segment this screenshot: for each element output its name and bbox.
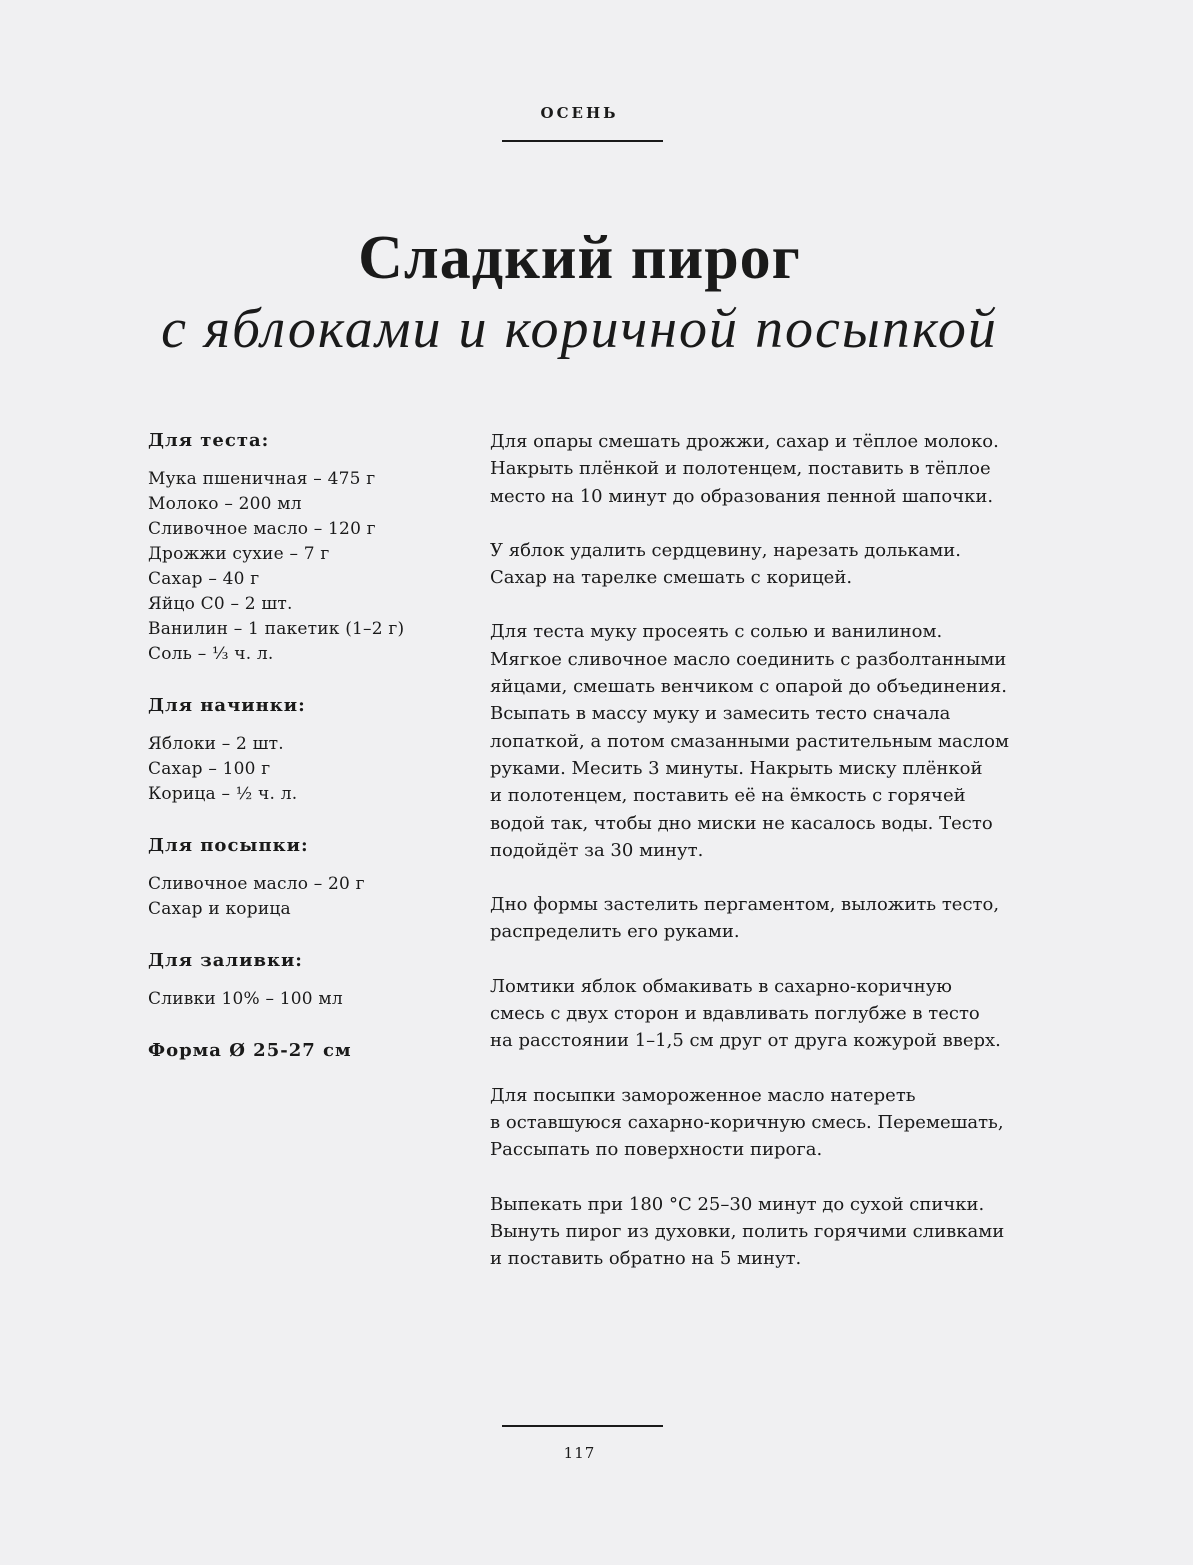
instruction-paragraph xyxy=(490,973,1050,1055)
instruction-line: Для теста муку просеять с солью и ванилином. xyxy=(490,621,943,643)
ingredient-list xyxy=(148,732,468,807)
instruction-line: Для посыпки замороженное масло натереть xyxy=(490,1084,916,1106)
bottom-divider xyxy=(502,1425,663,1427)
instruction-line: в оставшуюся сахарно-коричную смесь. Перемешать, xyxy=(490,1111,1004,1133)
ingredient-item: Ванилин – 1 пакетик (1–2 г) xyxy=(148,619,405,639)
instruction-line: Выпекать при 180 °С 25–30 минут до сухой спички. xyxy=(490,1193,985,1215)
ingredient-group-heading: Для начинки: xyxy=(148,695,306,716)
top-divider xyxy=(502,140,663,142)
instructions-column xyxy=(490,428,1050,1299)
ingredient-item: Корица – ½ ч. л. xyxy=(148,784,298,804)
instruction-paragraph xyxy=(490,1191,1050,1273)
instruction-paragraph xyxy=(490,428,1050,510)
ingredient-item: Молоко – 200 мл xyxy=(148,494,302,514)
ingredient-group-heading: Для теста: xyxy=(148,430,270,451)
ingredient-item: Сливочное масло – 120 г xyxy=(148,519,376,539)
ingredients-column xyxy=(148,428,468,1063)
instruction-line: Рассыпать по поверхности пирога. xyxy=(490,1139,823,1161)
instruction-line: Вынуть пирог из духовки, полить горячими сливками xyxy=(490,1220,1005,1242)
recipe-subtitle: с яблоками и коричной посыпкой xyxy=(161,298,998,360)
ingredient-list xyxy=(148,467,468,667)
ingredient-item: Сахар – 40 г xyxy=(148,569,260,589)
ingredient-item: Дрожжи сухие – 7 г xyxy=(148,544,330,564)
instruction-line: на расстоянии 1–1,5 см друг от друга кожурой вверх. xyxy=(490,1030,1001,1052)
instruction-line: лопаткой, а потом смазанными растительным маслом xyxy=(490,730,1009,752)
instruction-line: водой так, чтобы дно миски не касалось воды. Тесто xyxy=(490,812,993,834)
instruction-line: Мягкое сливочное масло соединить с разболтанными xyxy=(490,648,1007,670)
ingredient-item: Яблоки – 2 шт. xyxy=(148,734,284,754)
instruction-paragraph xyxy=(490,1082,1050,1164)
ingredient-group-dough xyxy=(148,428,468,667)
instruction-line: место на 10 минут до образования пенной шапочки. xyxy=(490,485,994,507)
ingredient-group-heading: Для заливки: xyxy=(148,950,303,971)
ingredient-item: Яйцо С0 – 2 шт. xyxy=(148,594,293,614)
instruction-line: Для опары смешать дрожжи, сахар и тёплое молоко. xyxy=(490,431,999,452)
instruction-line: подойдёт за 30 минут. xyxy=(490,839,704,861)
ingredient-list xyxy=(148,872,468,922)
ingredient-item: Мука пшеничная – 475 г xyxy=(148,469,376,489)
ingredient-item: Соль – ⅓ ч. л. xyxy=(148,644,274,664)
section-label: ОСЕНЬ xyxy=(540,104,619,122)
instruction-line: Ломтики яблок обмакивать в сахарно-коричную xyxy=(490,975,952,997)
recipe-title: Сладкий пирог xyxy=(358,224,801,292)
ingredient-group-pouring xyxy=(148,948,468,1012)
instruction-line: У яблок удалить сердцевину, нарезать дольками. xyxy=(490,539,961,561)
instruction-line: и поставить обратно на 5 минут. xyxy=(490,1248,802,1270)
ingredient-group-heading: Для посыпки: xyxy=(148,835,309,856)
instruction-line: Накрыть плёнкой и полотенцем, поставить в тёплое xyxy=(490,458,991,480)
instruction-line: Всыпать в массу муку и замесить тесто сначала xyxy=(490,703,951,725)
ingredient-item: Сахар – 100 г xyxy=(148,759,271,779)
instruction-paragraph xyxy=(490,618,1050,864)
ingredient-item: Сливочное масло – 20 г xyxy=(148,874,365,894)
page-number: 117 xyxy=(563,1444,596,1462)
instruction-line: Сахар на тарелке смешать с корицей. xyxy=(490,567,853,589)
ingredient-item: Сливки 10% – 100 мл xyxy=(148,989,343,1009)
instruction-line: и полотенцем, поставить её на ёмкость с горячей xyxy=(490,785,966,807)
baking-form-size: Форма Ø 25-27 см xyxy=(148,1040,352,1061)
instruction-line: руками. Месить 3 минуты. Накрыть миску плёнкой xyxy=(490,757,983,779)
ingredient-group-filling xyxy=(148,693,468,807)
instruction-line: смесь с двух сторон и вдавливать поглубже в тесто xyxy=(490,1003,980,1025)
instruction-paragraph xyxy=(490,537,1050,592)
instruction-line: Дно формы застелить пергаментом, выложить тесто, xyxy=(490,894,1000,916)
ingredient-group-topping xyxy=(148,833,468,922)
instruction-paragraph xyxy=(490,891,1050,946)
instruction-line: яйцами, смешать венчиком с опарой до объединения. xyxy=(490,676,1007,698)
ingredient-item: Сахар и корица xyxy=(148,899,291,919)
instruction-line: распределить его руками. xyxy=(490,921,740,943)
ingredient-list xyxy=(148,987,468,1012)
